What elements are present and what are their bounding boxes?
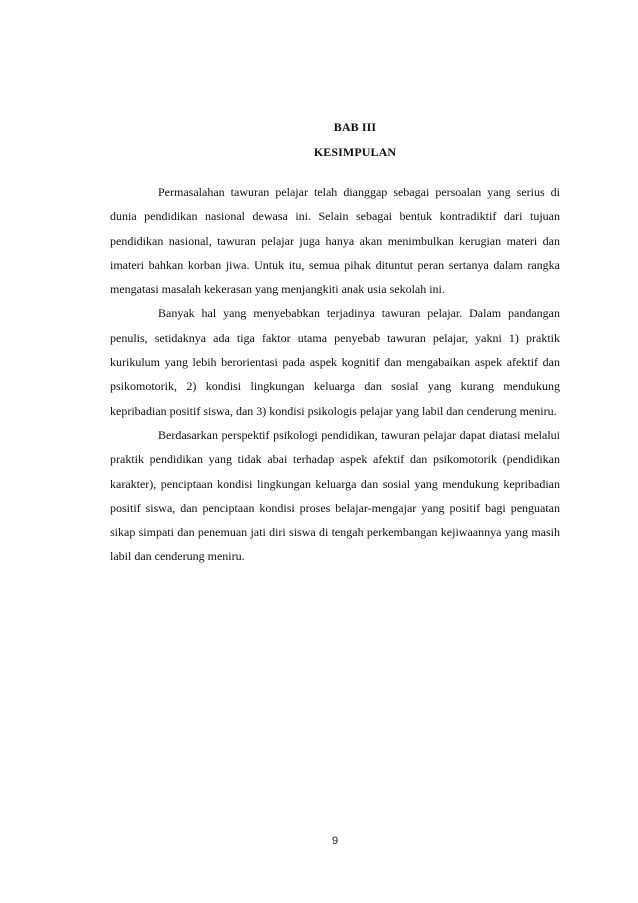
paragraph-2: Banyak hal yang menyebabkan terjadinya tawuran pelajar. Dalam pandangan penulis, setidaknya ada tiga faktor utama penyebab tawuran pelajar, yakni 1) praktik kurikulum yang lebih berorientasi pada aspek kognitif dan mengabaikan aspek afektif dan psikomotorik, 2) kondisi lingkungan keluarga dan sosial yang kurang mendukung kepribadian positif siswa, dan 3) kondisi psikologis pelajar yang labil dan cenderung meniru.: [110, 306, 560, 418]
chapter-title: KESIMPULAN: [313, 145, 397, 159]
paragraph-1: Permasalahan tawuran pelajar telah dianggap sebagai persoalan yang serius di dunia pendidikan nasional dewasa ini. Selain sebagai bentuk kontradiktif dari tujuan pendidikan nasional, tawuran pelajar juga hanya akan menimbulkan kerugian materi dan imateri bahkan korban jiwa. Untuk itu, semua pihak dituntut peran sertanya dalam rangka mengatasi masalah kekerasan yang menjangkiti anak usia sekolah ini.: [110, 185, 560, 297]
page-number: 9: [331, 835, 339, 847]
chapter-heading: BAB III: [333, 120, 377, 134]
body-text: [110, 180, 560, 569]
paragraph-3: Berdasarkan perspektif psikologi pendidikan, tawuran pelajar dapat diatasi melalui praktik pendidikan yang tidak abai terhadap aspek afektif dan psikomotorik (pendidikan karakter), penciptaan kondisi lingkungan keluarga dan sosial yang mendukung kepribadian positif siswa, dan penciptaan kondisi proses belajar-mengajar yang positif bagi penguatan sikap simpati dan penemuan jati diri siswa di tengah perkembangan kejiwaannya yang masih labil dan cenderung meniru.: [110, 427, 560, 564]
